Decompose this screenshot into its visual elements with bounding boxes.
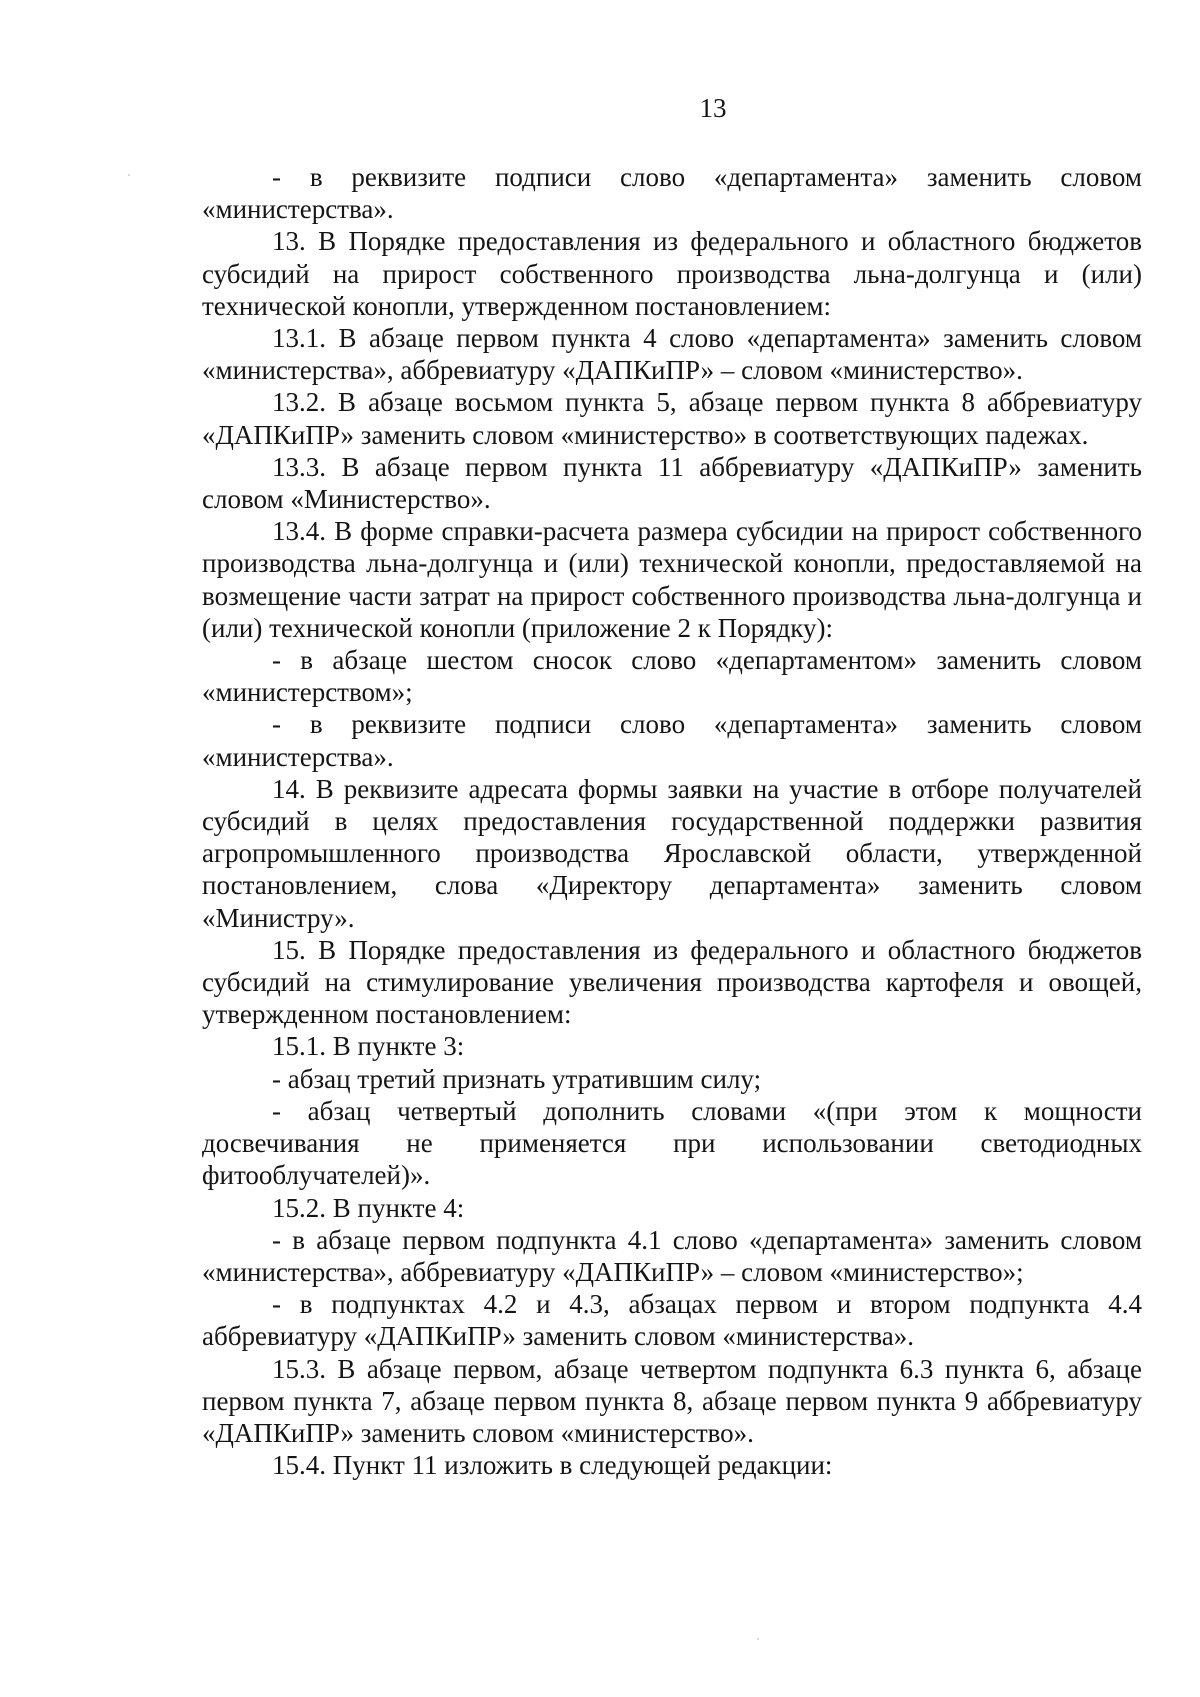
paragraph: - в абзаце шестом сносок слово «департаментом» заменить словом «министерством»; — [202, 645, 1142, 708]
paragraph: 13.4. В форме справки-расчета размера субсидии на прирост собственного производства льна-долгунца и (или) технической конопли, предоставляемой на возмещение части затрат на прирост собственного производства льна-долгунца и (или) технической конопли (приложение 2 к Порядку): — [202, 516, 1142, 643]
paragraph: 15.1. В пункте 3: — [272, 1031, 465, 1062]
paragraph: - в реквизите подписи слово «департамента» заменить словом «министерства». — [202, 709, 1142, 772]
paragraph: 14. В реквизите адресата формы заявки на участие в отборе получателей субсидий в целях предоставления государственной поддержки развития агропромышленного производства Ярославской области, утвержденной постановлением, слова «Директору департамента» заменить словом «Министру». — [202, 773, 1142, 933]
paragraph: 13.1. В абзаце первом пункта 4 слово «департамента» заменить словом «министерства», аббревиатуру «ДАПКиПР» – словом «министерство». — [202, 323, 1142, 386]
paragraph: 15.2. В пункте 4: — [272, 1192, 465, 1223]
page-number: 13 — [699, 93, 727, 123]
paragraph: 15.4. Пункт 11 изложить в следующей редакции: — [272, 1450, 833, 1481]
paragraph: 15. В Порядке предоставления из федерального и областного бюджетов субсидий на стимулирование увеличения производства картофеля и овощей, утвержденном постановлением: — [202, 934, 1142, 1030]
paragraph: 13. В Порядке предоставления из федерального и областного бюджетов субсидий на прирост собственного производства льна-долгунца и (или) технической конопли, утвержденном постановлением: — [202, 226, 1142, 321]
paragraph: - в подпунктах 4.2 и 4.3, абзацах первом и втором подпункта 4.4 аббревиатуру «ДАПКиПР» заменить словом «министерства». — [202, 1289, 1142, 1352]
paragraph: 13.2. В абзаце восьмом пункта 5, абзаце первом пункта 8 аббревиатуру «ДАПКиПР» заменить словом «министерство» в соответствующих падежах. — [202, 387, 1142, 450]
paragraph: - абзац третий признать утратившим силу; — [272, 1063, 762, 1094]
scan-artifact — [757, 1638, 759, 1640]
paragraph: 13.3. В абзаце первом пункта 11 аббревиатуру «ДАПКиПР» заменить словом «Министерство». — [202, 451, 1142, 515]
document-body — [202, 161, 1142, 1481]
scan-artifact — [128, 174, 130, 176]
paragraph: - в реквизите подписи слово «департамента» заменить словом «министерства». — [202, 162, 1142, 225]
paragraph: - абзац четвертый дополнить словами «(при этом к мощности досвечивания не применяется при использовании светодиодных фитооблучателей)». — [202, 1095, 1142, 1191]
paragraph: 15.3. В абзаце первом, абзаце четвертом подпункта 6.3 пункта 6, абзаце первом пункта 7, абзаце первом пункта 8, абзаце первом пункта 9 аббревиатуру «ДАПКиПР» заменить словом «министерство». — [202, 1353, 1142, 1448]
paragraph: - в абзаце первом подпункта 4.1 слово «департамента» заменить словом «министерства», аббревиатуру «ДАПКиПР» – словом «министерство»; — [202, 1224, 1142, 1287]
